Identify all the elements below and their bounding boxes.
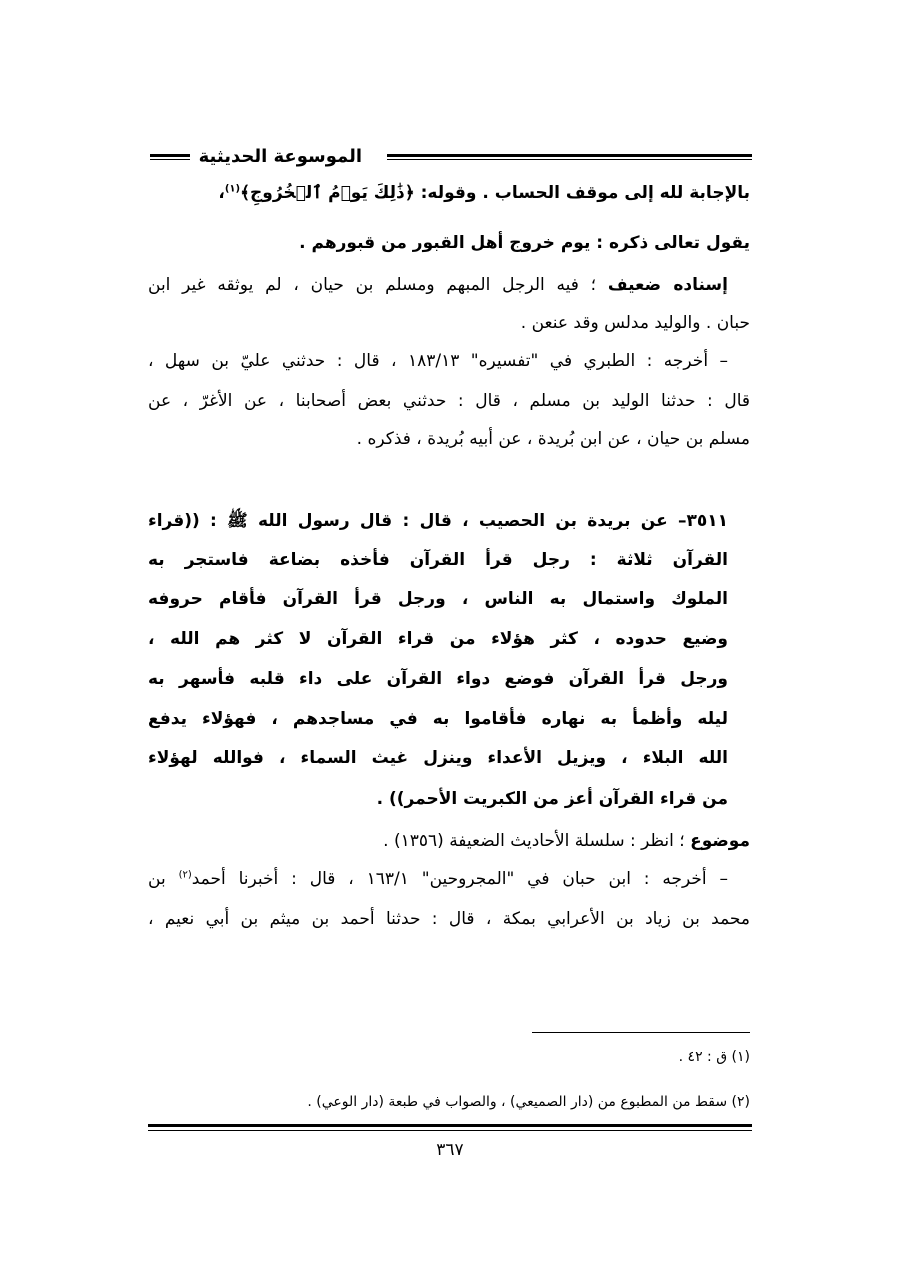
- hadith-line-1: ٣٥١١– عن بريدة بن الحصيب ، قال : قال رسول الله ﷺ : ((قراء: [148, 511, 728, 531]
- footnote-2: (٢) سقط من المطبوع من (دار الصميعي) ، والصواب في طبعة (دار الوعي) .: [307, 1094, 750, 1110]
- page-number: ٣٦٧: [436, 1140, 464, 1160]
- hadith-line-6: ليله وأظمأ به نهاره فأقاموا به في مساجدهم ، فهؤلاء يدفع: [148, 709, 728, 729]
- takhrij-line-1-start: – أخرجه : ابن حبان في "المجروحين" ١٦٣/١ ، قال : أخبرنا أحمد: [191, 869, 729, 889]
- header-title: الموسوعة الحديثية: [198, 146, 362, 167]
- isnad-note: ؛ فيه الرجل المبهم ومسلم بن حيان ، لم يوثقه غير ابن: [148, 275, 608, 295]
- text-line-6: قال : حدثنا الوليد بن مسلم ، قال : حدثني بعض أصحابنا ، عن الأغرّ ، عن: [148, 391, 750, 411]
- ruling-reference: ؛ انظر : سلسلة الأحاديث الضعيفة (١٣٥٦) .: [383, 831, 691, 851]
- takhrij-line-1: [148, 864, 728, 894]
- text-line-5: – أخرجه : الطبري في "تفسيره" ١٨٣/١٣ ، قال : حدثني عليّ بن سهل ،: [148, 351, 728, 371]
- hadith-line-8: من قراء القرآن أعز من الكبريت الأحمر)) .: [376, 789, 728, 809]
- ruling-grade: موضوع: [690, 831, 750, 851]
- footnote-separator: [532, 1032, 750, 1033]
- hadith-line-2: القرآن ثلاثة : رجل قرأ القرآن فأخذه بضاعة فاستجر به: [148, 550, 728, 570]
- text-line-3: [148, 270, 728, 300]
- header-rule-left-thick: [150, 154, 190, 157]
- hadith-line-7: الله البلاء ، ويزيل الأعداء وينزل غيث السماء ، فوالله لهؤلاء: [148, 748, 728, 768]
- hadith-line-3: الملوك واستمال به الناس ، ورجل قرأ القرآن فأقام حروفه: [148, 589, 728, 609]
- footnote-1: (١) ق : ٤٢ .: [678, 1049, 750, 1065]
- footnote-ref-1: (١): [224, 183, 241, 195]
- header-rule-right-thick: [387, 154, 752, 157]
- header-rule-right-thin: [387, 159, 752, 160]
- text-line-1-end: ،: [218, 183, 225, 203]
- text-line-1-start: بالإجابة لله إلى موقف الحساب . وقوله:: [414, 183, 750, 203]
- text-line-1: [148, 178, 750, 208]
- hadith-line-4: وضيع حدوده ، كثر هؤلاء من قراء القرآن لا كثر هم الله ،: [148, 629, 728, 649]
- ruling-line: [148, 826, 750, 856]
- text-line-7: مسلم بن حيان ، عن ابن بُريدة ، عن أبيه بُريدة ، فذكره .: [356, 429, 750, 449]
- footer-rule-thin: [148, 1130, 752, 1131]
- text-line-2: يقول تعالى ذكره : يوم خروج أهل القبور من قبورهم .: [299, 233, 750, 253]
- hadith-line-5: ورجل قرأ القرآن فوضع دواء القرآن على داء قلبه فأسهر به: [148, 669, 728, 689]
- header-rule-left-thin: [150, 159, 190, 160]
- isnad-grade: إسناده ضعيف: [607, 275, 728, 295]
- quran-quote: ﴿ذَٰلِكَ يَوۡمُ ٱلۡخُرُوجِ﴾: [240, 183, 415, 203]
- takhrij-line-1-end: بن: [148, 869, 179, 889]
- running-header: [150, 144, 752, 170]
- takhrij-line-2: محمد بن زياد بن الأعرابي بمكة ، قال : حدثنا أحمد بن ميثم بن أبي نعيم ،: [148, 909, 750, 929]
- footer-rule-thick: [148, 1124, 752, 1127]
- text-line-4: حبان . والوليد مدلس وقد عنعن .: [520, 313, 750, 333]
- footnote-ref-2: (٢): [178, 869, 192, 881]
